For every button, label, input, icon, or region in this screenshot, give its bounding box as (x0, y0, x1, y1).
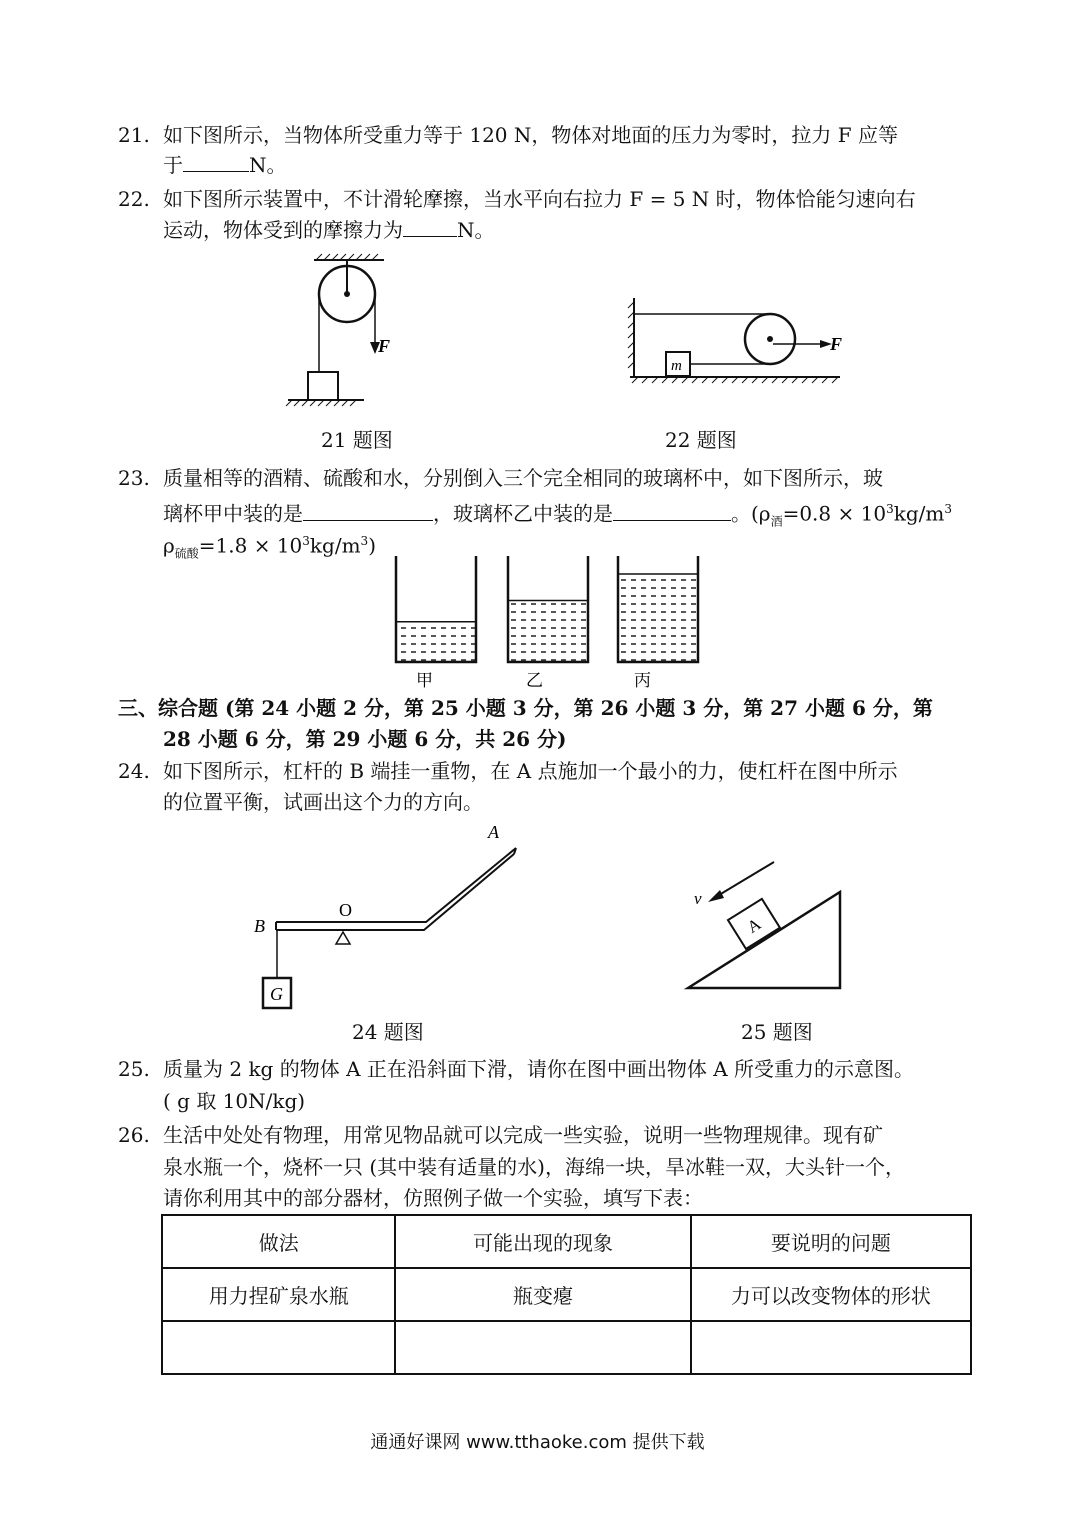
q23-blank-yi[interactable] (613, 500, 731, 521)
table-header-cell: 可能出现的现象 (395, 1215, 690, 1268)
q22-line2 (163, 216, 495, 244)
q25-line1: 质量为 2 kg 的物体 A 正在沿斜面下滑，请你在图中画出物体 A 所受重力的示意图。 (163, 1057, 915, 1081)
experiment-table (161, 1214, 972, 1375)
table-row (162, 1268, 971, 1321)
lever-label-b: B (254, 916, 265, 936)
rho2-sub: 硫酸 (174, 546, 199, 561)
table-cell: 用力捏矿泉水瓶 (162, 1268, 395, 1321)
lever-label-a: A (488, 822, 499, 842)
q22-line1: 如下图所示装置中，不计滑轮摩擦，当水平向右拉力 F = 5 N 时，物体恰能匀速向右 (163, 187, 916, 211)
q23-line3-end: ) (368, 533, 376, 558)
q26-number: 26. (118, 1123, 150, 1147)
incline-figure-25 (680, 852, 850, 992)
rho2-unit: kg/m (309, 533, 361, 558)
q21-line1: 如下图所示，当物体所受重力等于 120 N，物体对地面的压力为零时，拉力 F 应等 (163, 123, 898, 147)
block-label-a: A (743, 914, 765, 937)
table-cell: 瓶变瘪 (395, 1268, 690, 1321)
table-header-row (162, 1215, 971, 1268)
rho1-value: =0.8 × 10 (782, 501, 887, 526)
fulcrum-label-o: O (339, 900, 352, 920)
glass-liquid (396, 622, 476, 662)
rho1-exp: 3 (886, 502, 894, 516)
lever-figure-24 (248, 818, 528, 1014)
table-answer-cell[interactable] (395, 1321, 690, 1374)
velocity-label: v (694, 889, 702, 908)
rho2-symbol: ρ (163, 533, 175, 558)
glass-label-jia: 甲 (416, 671, 433, 691)
q23-line3 (163, 527, 376, 568)
caption-21: 21 题图 (321, 428, 393, 452)
table-answer-cell[interactable] (691, 1321, 971, 1374)
weight-label-g: G (270, 984, 283, 1004)
rho2-exp: 3 (302, 534, 310, 548)
table-row-empty (162, 1321, 971, 1374)
q26-line1: 生活中处处有物理，用常见物品就可以完成一些实验，说明一些物理规律。现有矿 (163, 1123, 883, 1147)
q23-number: 23. (118, 466, 150, 490)
glass-liquid (508, 601, 588, 662)
table-cell: 力可以改变物体的形状 (691, 1268, 971, 1321)
caption-25: 25 题图 (741, 1020, 813, 1044)
q23-line2-b: ，玻璃杯乙中装的是 (433, 501, 613, 526)
table-header-cell: 做法 (162, 1215, 395, 1268)
force-label-22: F (830, 334, 843, 354)
rho1-unit-exp: 3 (944, 502, 952, 516)
q26-line3: 请你利用其中的部分器材，仿照例子做一个实验，填写下表： (163, 1186, 703, 1210)
page-footer: 通通好课网 www.tthaoke.com 提供下载 (370, 1432, 705, 1453)
q22-answer-blank[interactable] (403, 216, 457, 237)
q22-number: 22. (118, 187, 150, 211)
rho1-sub: 酒 (770, 514, 783, 529)
q22-line2-suffix: N。 (457, 218, 495, 242)
q23-blank-jia[interactable] (303, 500, 433, 521)
pulley-figure-22 (622, 292, 852, 387)
q21-line2-prefix: 于 (163, 153, 183, 177)
table-answer-cell[interactable] (162, 1321, 395, 1374)
q24-line1: 如下图所示，杠杆的 B 端挂一重物，在 A 点施加一个最小的力，使杠杆在图中所示 (163, 759, 898, 783)
q24-number: 24. (118, 759, 150, 783)
glass-liquid (618, 574, 698, 662)
section3-heading-line1: 三、综合题 (第 24 小题 2 分，第 25 小题 3 分，第 26 小题 3 分，第 27 小题 6 分，第 (118, 696, 933, 720)
q22-line2-prefix: 运动，物体受到的摩擦力为 (163, 218, 403, 242)
caption-24: 24 题图 (352, 1020, 424, 1044)
q25-line2: ( g 取 10N/kg) (163, 1089, 306, 1113)
glasses-figure-23 (380, 552, 710, 692)
force-label-21: F (378, 336, 391, 356)
mass-label: m (671, 358, 682, 374)
q21-line2-suffix: N。 (249, 153, 287, 177)
q21-answer-blank[interactable] (183, 151, 249, 172)
section3-heading-line2: 28 小题 6 分，第 29 小题 6 分，共 26 分) (163, 727, 567, 751)
rho2-value: =1.8 × 10 (198, 533, 303, 558)
table-header-cell: 要说明的问题 (691, 1215, 971, 1268)
q21-line2 (163, 151, 287, 179)
q23-line1: 质量相等的酒精、硫酸和水，分别倒入三个完全相同的玻璃杯中，如下图所示，玻 (163, 466, 883, 490)
q25-number: 25. (118, 1057, 150, 1081)
q23-line2-c: 。(ρ (731, 501, 771, 526)
rho1-unit: kg/m (893, 501, 945, 526)
q23-line2-a: 璃杯甲中装的是 (163, 501, 303, 526)
caption-22: 22 题图 (665, 428, 737, 452)
q24-line2: 的位置平衡，试画出这个力的方向。 (163, 790, 483, 814)
glass-label-yi: 乙 (526, 671, 543, 691)
glass-label-bing: 丙 (634, 671, 651, 691)
q26-line2: 泉水瓶一个，烧杯一只 (其中装有适量的水)，海绵一块，旱冰鞋一双，大头针一个， (163, 1155, 905, 1179)
q21-number: 21. (118, 123, 150, 147)
pulley-figure-21 (280, 252, 420, 412)
rho2-unit-exp: 3 (360, 534, 369, 548)
